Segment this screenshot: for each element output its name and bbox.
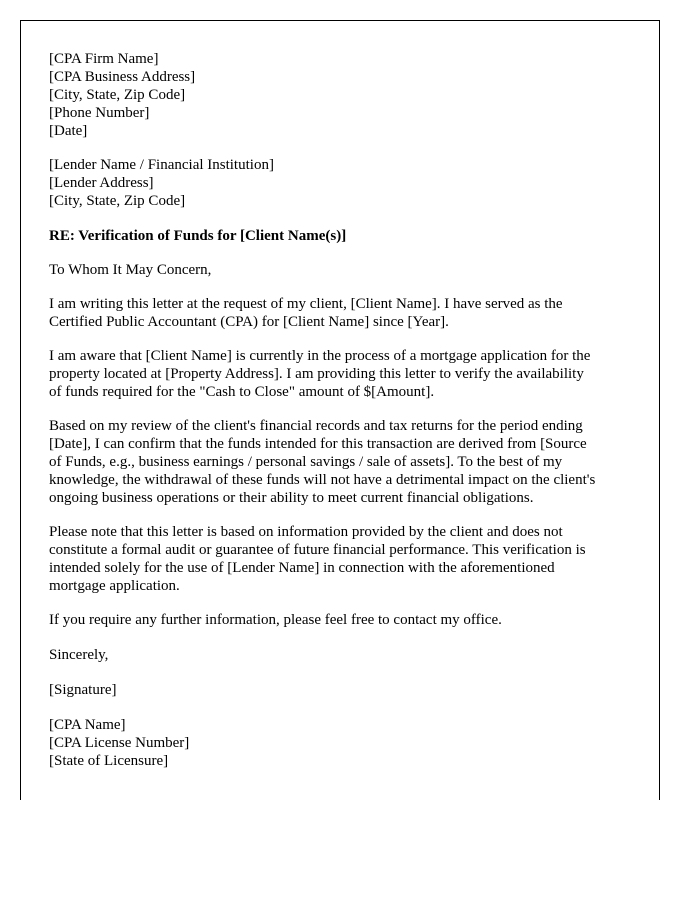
body-paragraph-2 [49, 347, 639, 401]
paragraph-4-line-4: mortgage application. [49, 578, 180, 594]
paragraph-2-line-3: of funds required for the "Cash to Close" amount of $[Amount]. [49, 384, 435, 400]
paragraph-3-line-5: ongoing business operations or their ability to meet current financial obligations. [49, 490, 534, 506]
letter-content [49, 50, 639, 770]
body-paragraph-3 [49, 417, 639, 507]
body-paragraph-5 [49, 611, 639, 629]
letter-page [20, 20, 660, 800]
closing [49, 646, 639, 664]
recipient-lender-name: [Lender Name / Financial Institution] [49, 157, 274, 173]
paragraph-3-line-1: Based on my review of the client's financial records and tax returns for the period ending [49, 418, 583, 434]
paragraph-4-line-2: constitute a formal audit or guarantee of future financial performance. This verification is [49, 542, 586, 558]
subject-text: RE: Verification of Funds for [Client Name(s)] [49, 228, 347, 244]
salutation-text: To Whom It May Concern, [49, 262, 212, 278]
signature-placeholder: [Signature] [49, 682, 117, 698]
paragraph-1-line-1: I am writing this letter at the request of my client, [Client Name]. I have served as the [49, 296, 563, 312]
paragraph-2-line-1: I am aware that [Client Name] is currently in the process of a mortgage application for the [49, 348, 591, 364]
signer-name: [CPA Name] [49, 717, 126, 733]
recipient-block [49, 156, 639, 210]
sender-business-address: [CPA Business Address] [49, 69, 196, 85]
salutation [49, 261, 639, 279]
sender-firm-name: [CPA Firm Name] [49, 51, 159, 67]
paragraph-3-line-3: of Funds, e.g., business earnings / personal savings / sale of assets]. To the best of my [49, 454, 563, 470]
recipient-lender-address: [Lender Address] [49, 175, 154, 191]
paragraph-3-line-2: [Date], I can confirm that the funds intended for this transaction are derived from [Source [49, 436, 587, 452]
body-paragraph-1 [49, 295, 639, 331]
sender-phone: [Phone Number] [49, 105, 150, 121]
paragraph-1-line-2: Certified Public Accountant (CPA) for [Client Name] since [Year]. [49, 314, 449, 330]
signer-state-of-licensure: [State of Licensure] [49, 753, 169, 769]
sender-block [49, 50, 639, 140]
subject-line [49, 227, 639, 245]
signer-block [49, 716, 639, 770]
paragraph-4-line-1: Please note that this letter is based on information provided by the client and does not [49, 524, 563, 540]
signature-block [49, 681, 639, 699]
paragraph-5-line-1: If you require any further information, please feel free to contact my office. [49, 612, 502, 628]
paragraph-3-line-4: knowledge, the withdrawal of these funds will not have a detrimental impact on the client's [49, 472, 596, 488]
body-paragraph-4 [49, 523, 639, 595]
sender-date: [Date] [49, 123, 88, 139]
signer-license-number: [CPA License Number] [49, 735, 190, 751]
closing-text: Sincerely, [49, 647, 109, 663]
sender-city-state-zip: [City, State, Zip Code] [49, 87, 186, 103]
recipient-city-state-zip: [City, State, Zip Code] [49, 193, 186, 209]
paragraph-4-line-3: intended solely for the use of [Lender Name] in connection with the aforementioned [49, 560, 555, 576]
paragraph-2-line-2: property located at [Property Address]. I am providing this letter to verify the availability [49, 366, 584, 382]
